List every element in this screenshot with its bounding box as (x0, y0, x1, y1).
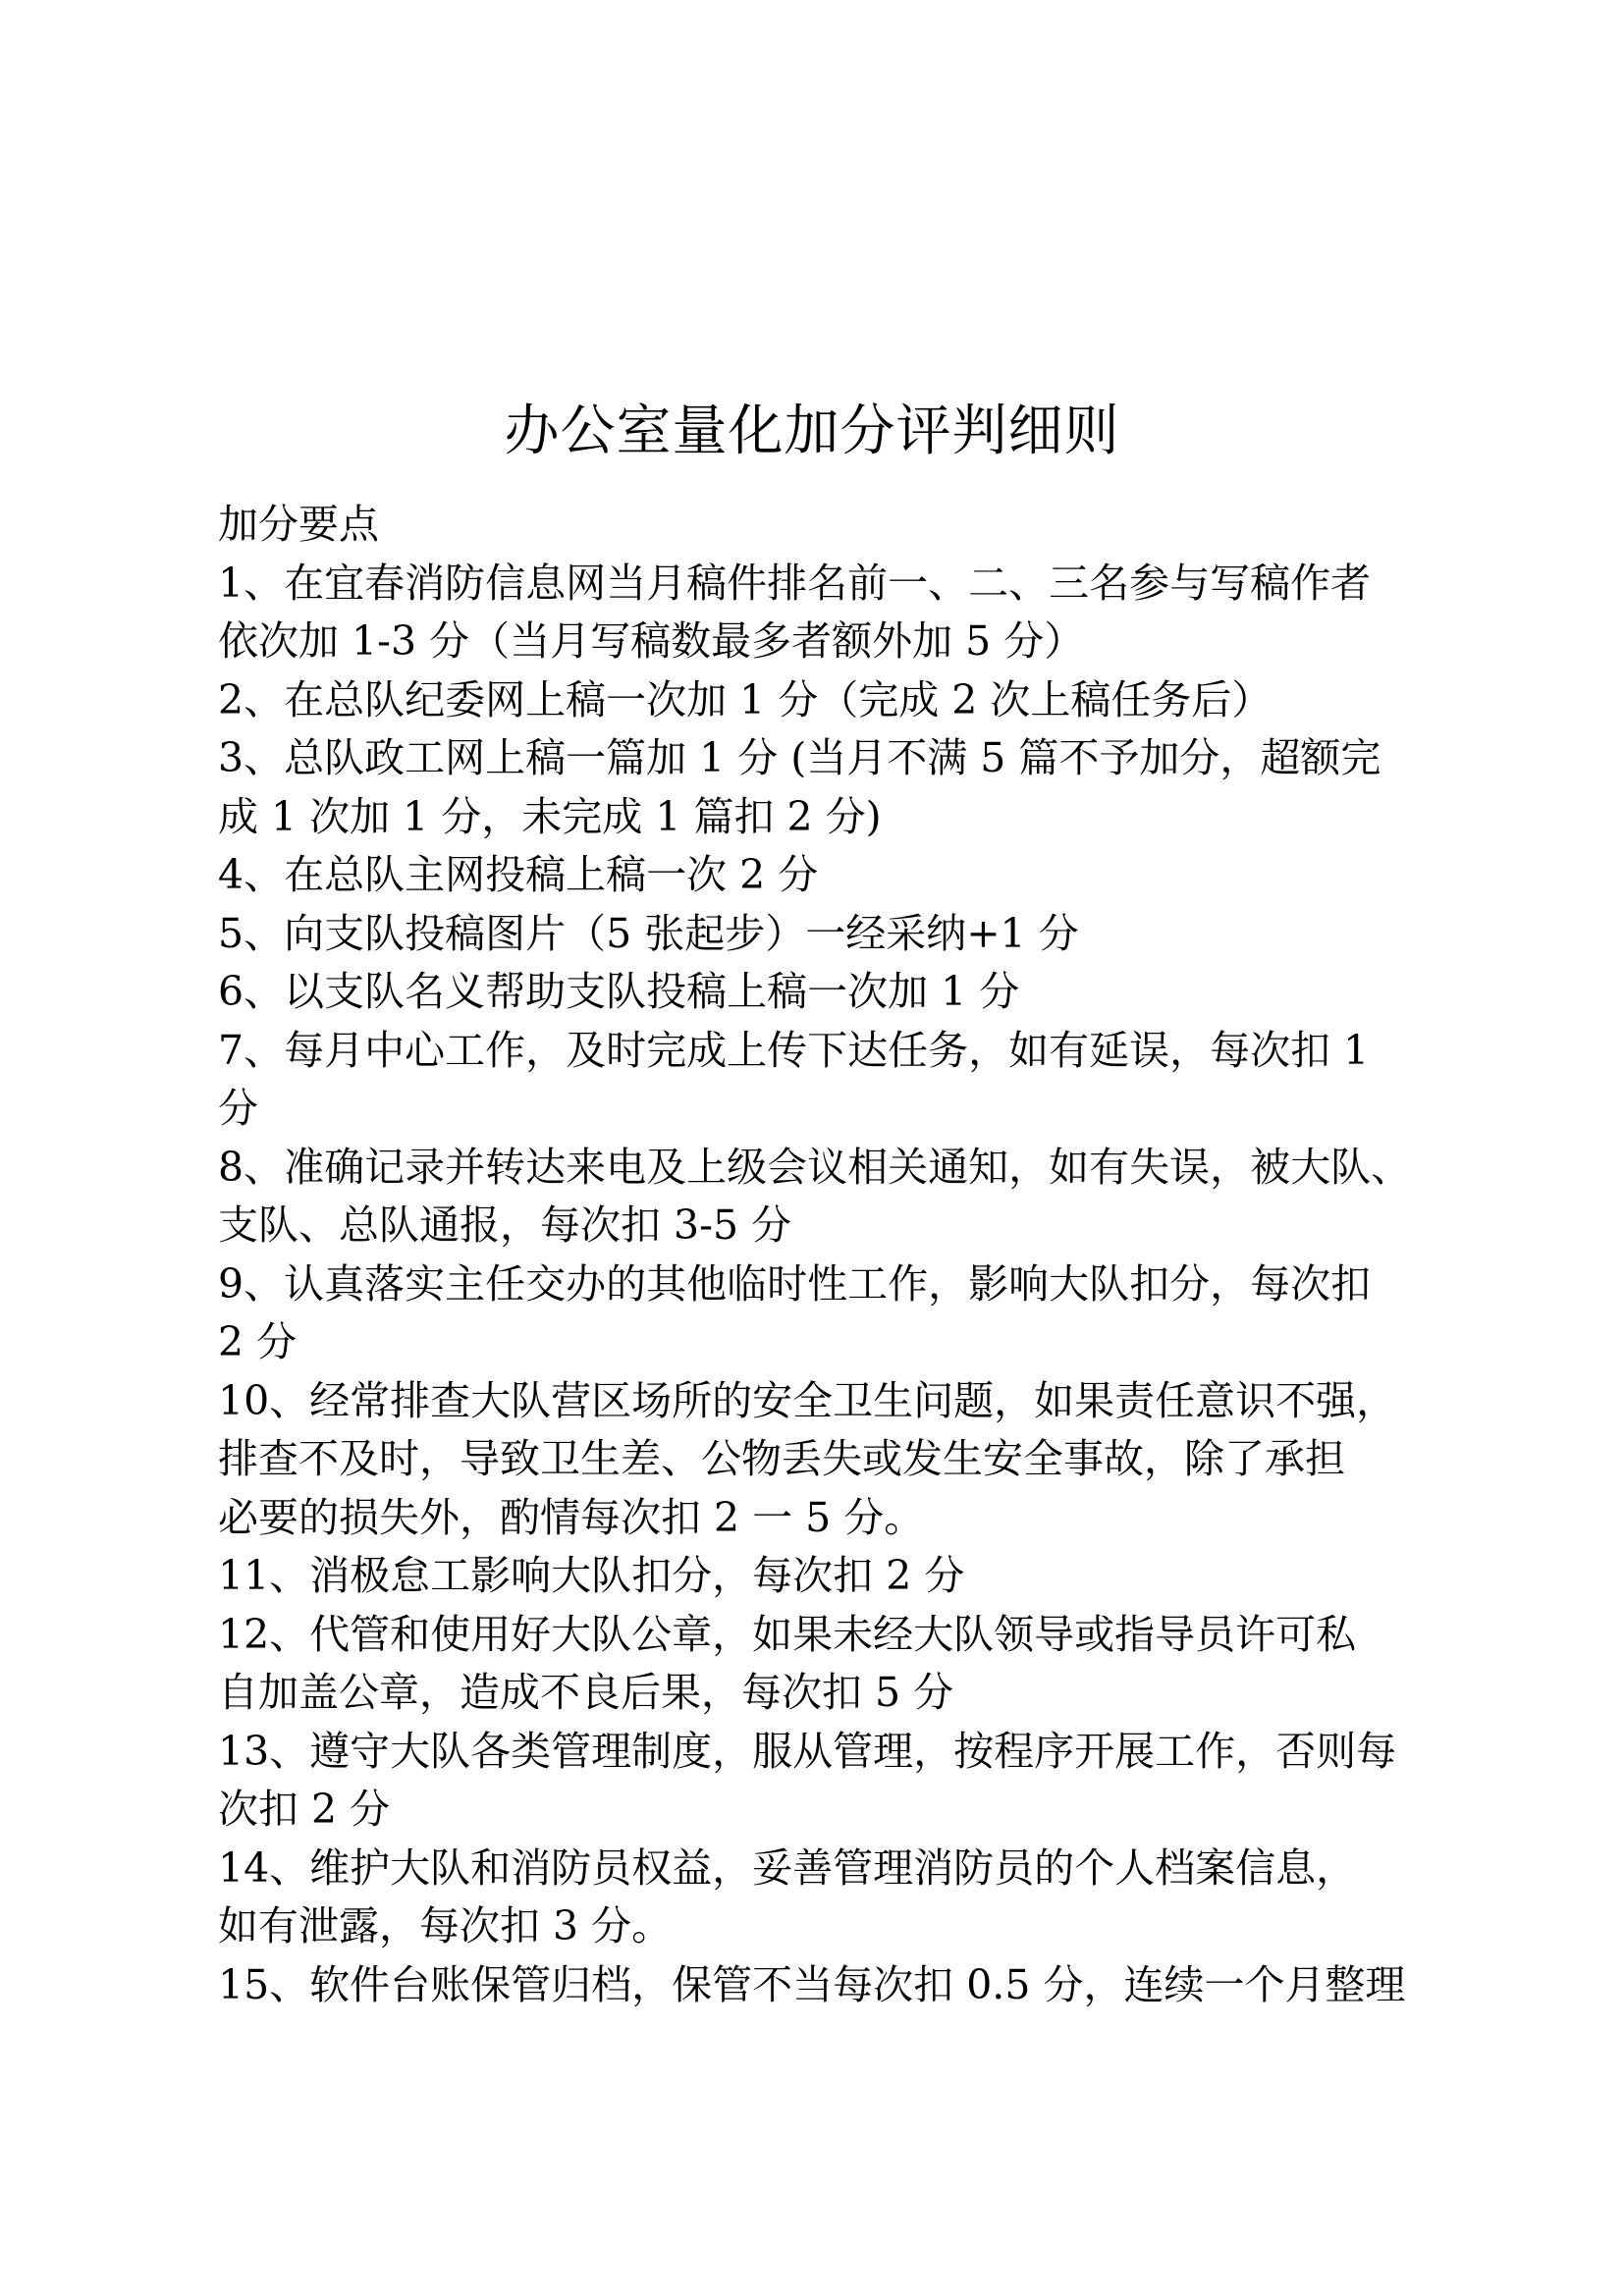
document-title: 办公室量化加分评判细则 (504, 400, 1120, 463)
rule-line: 9、认真落实主任交办的其他临时性工作，影响大队扣分，每次扣 (218, 1259, 1372, 1308)
rule-line: 11、消极怠工影响大队扣分，每次扣 2 分 (218, 1552, 965, 1599)
rule-line: 15、软件台账保管归档，保管不当每次扣 0.5 分，连续一个月整理 (218, 1960, 1406, 2008)
rule-line: 14、维护大队和消防员权益，妥善管理消防员的个人档案信息， (218, 1843, 1357, 1892)
rule-line: 依次加 1-3 分（当月写稿数最多者额外加 5 分） (218, 617, 1085, 665)
rule-line: 10、经常排查大队营区场所的安全卫生问题，如果责任意识不强， (218, 1376, 1397, 1424)
rule-line: 成 1 次加 1 分，未完成 1 篇扣 2 分) (218, 792, 882, 840)
rule-line: 排查不及时，导致卫生差、公物丢失或发生安全事故，除了承担 (218, 1435, 1345, 1482)
rule-line: 8、准确记录并转达来电及上级会议相关通知，如有失误，被大队、 (218, 1143, 1412, 1191)
rule-line: 1、在宜春消防信息网当月稿件排名前一、二、三名参与写稿作者 (218, 559, 1372, 607)
rule-line: 3、总队政工网上稿一篇加 1 分 (当月不满 5 篇不予加分，超额完 (218, 734, 1381, 781)
rule-line: 自加盖公章，造成不良后果，每次扣 5 分 (218, 1669, 954, 1716)
rule-line: 12、代管和使用好大队公章，如果未经大队领导或指导员许可私 (218, 1610, 1357, 1658)
rule-line: 如有泄露，每次扣 3 分。 (218, 1902, 673, 1949)
rule-line: 支队、总队通报，每次扣 3-5 分 (218, 1201, 792, 1249)
rule-line: 2 分 (218, 1318, 298, 1365)
rule-line: 分 (218, 1085, 258, 1132)
rule-line: 5、向支队投稿图片（5 张起步）一经采纳+1 分 (218, 909, 1079, 957)
rule-line: 2、在总队纪委网上稿一次加 1 分（完成 2 次上稿任务后） (218, 675, 1272, 723)
rule-line: 4、在总队主网投稿上稿一次 2 分 (218, 851, 819, 898)
section-heading: 加分要点 (218, 501, 379, 548)
document-body (218, 496, 1435, 2014)
rule-line: 13、遵守大队各类管理制度，服从管理，按程序开展工作，否则每 (218, 1727, 1397, 1775)
rule-line: 6、以支队名义帮助支队投稿上稿一次加 1 分 (218, 968, 1020, 1015)
rule-line: 必要的损失外，酌情每次扣 2 一 5 分。 (218, 1493, 925, 1541)
rule-line: 7、每月中心工作，及时完成上传下达任务，如有延误，每次扣 1 (218, 1026, 1370, 1074)
rule-line: 次扣 2 分 (218, 1786, 391, 1833)
